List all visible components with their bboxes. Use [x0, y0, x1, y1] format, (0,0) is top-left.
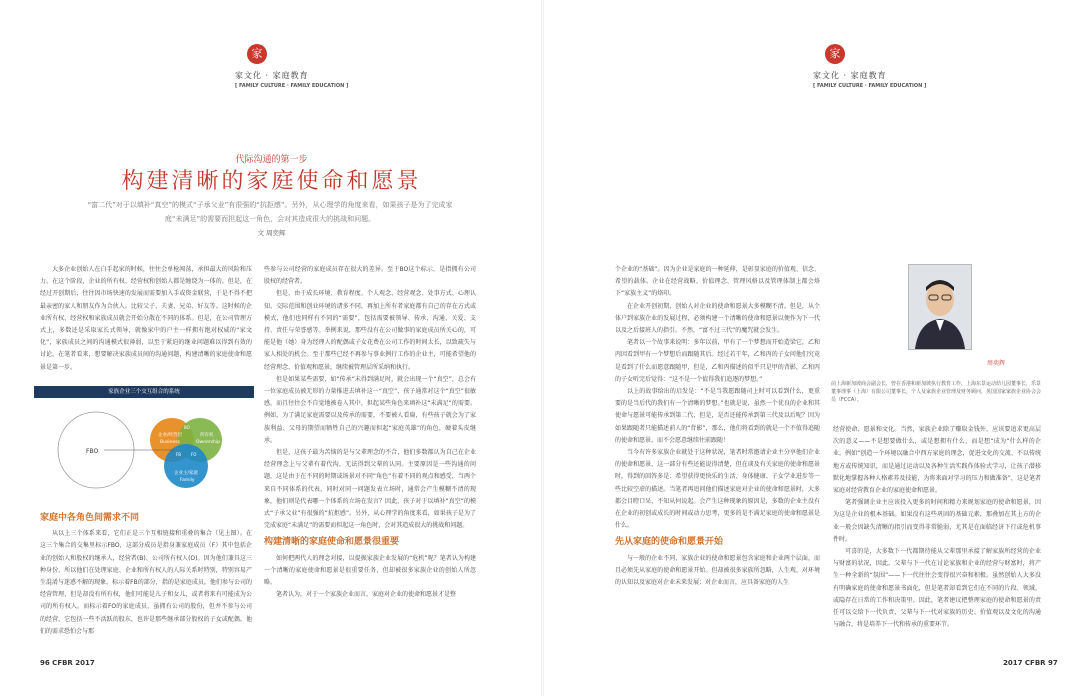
paragraph: 笔者认为，对于一个家族企业而言，家庭对企业的使命和愿景才是整: [276, 591, 457, 599]
fbo-label: FBO: [86, 448, 99, 455]
fo-label: FO: [191, 452, 197, 457]
left-col-1-lower: [40, 508, 252, 638]
family-label-en: Family: [180, 478, 195, 483]
left-col-2: [264, 264, 476, 601]
business-label-en: Business: [160, 440, 180, 445]
paragraph: 如何把两代人的理念对接，以提振家族企业发展的“危机”呢？笔者认为构建一个清晰的家庭使命和愿景是很重要任务，但却被很多家族企业的创始人所忽略。: [264, 554, 476, 587]
paragraph: 经营使命、愿景和文化。当然，家族企业除了赚取金钱外，应该要追求更高层次的意义——不是想要做什么，或是想拥有什么，而是想“成为”什么样的企业。例如“创造一个环境以融合中西方家庭的理念，促进文化的交流、不以传统地方或传统知识，而是通过运动以及各种生活实践作体验式学习，让孩子潜移默化地掌握各种人格素养及技能，为将来面对学习的压力和做准备”，这是笔者家庭对经营教育企业的家庭使命和愿景。: [833, 426, 1041, 495]
paragraph: 个企业的“基础”。因为企业是家庭的一种延伸，是彰显家庭的价值观、信念、希望的载体。企业在经营战略、价值理念、管理风格以及管理体制上都会烙下“家族主义”的烙印。: [615, 266, 820, 298]
paragraph: 但是如果某些需要，如“传承”未得到满足时，就会出现一个“真空”，总会有一位家庭成员被无形的力量推进去填补这一“真空”，孩子通常对这个“真空”很敏感，而且往往会不自觉地被卷入其中，担起某些角色来填补这“未满足”的需要。例如，为了满足家庭需要以及传承的需要，不要被人看扁，有些孩子就会为了家族利益、父母的期望而牺牲自己的兴趣而担起“家庭英雄”的角色，硬着头皮继承。: [264, 375, 476, 444]
business-label-cn: 企业/经营层: [158, 433, 183, 438]
right-col-2: [833, 424, 1041, 631]
paragraph: 笔者以一个故事来说明：多年以前，甲有了一个梦想而开始造梁它，乙和丙因看到甲有一个梦想后而跟随其后。经过若干年，乙和丙的子女问他们究竟是看到了什么而愿意跟随甲，但是，乙和丙描述的似乎只是甲的背影，乙和丙的子女听完后觉得：“这不是一个值得我们追逐的梦想。”: [615, 339, 820, 383]
seal-icon: 家: [247, 44, 267, 64]
section-name: 家文化 · 家庭教育: [813, 71, 887, 80]
author-caption-block: [831, 360, 1041, 404]
paragraph: 大多企业创始人在白手起家的时候，往往会单枪闯荡，承担最大的风险和压力。在这个阶段，企业的所有权、经营权和创始人都是缠绕为一体的。但是，在经过开创期后，往往因市场快速的发展而需要加入手或资金联营，于是不得不把最亲密的家人和朋友作为合伙人。比较父子、夫妻、兄弟、好友等。这时候的企业所有权、经营权和家族成员就会开始分散在不同的体系。但是，在公司管理方式上，多数还是采取家长式领导，就像家中的户主一样拥有绝对权威的“家文化”，家族成员之间的沟通模式很薄弱，以至于紧迫的继业问题难以得到有效的讨论。在笔者看来，想要解决家族成员间的沟通问题，构建清晰的家庭使命和愿景是第一步。: [40, 266, 252, 371]
ownership-label-cn: 所有权: [200, 433, 214, 438]
section-heading: 构建清晰的家庭使命和愿景很重要: [264, 537, 400, 548]
paragraph: 当今有许多家族企业就处于这种状况，笔者时常邀请企业主分享他们企业的使命和愿景，这一部分有些还能说得清楚，但在谈及有关家庭的使命和愿景时，得到的回答多是：希望获得更快乐的生活、身体健康、子女学业进步等一些比较空虚的描述。当笔者再追问他们描述家庭对企业的使命和愿景时，大多都会目瞪口呆，不知从何说起。会产生这种现象的原因是，多数的企业主没有在企业的初创或成长的时间或动力思考，更多的是不满足家庭的使命和愿景是什么。: [615, 449, 820, 530]
article-lead: “富二代”对于以填补“真空”的模式“子承父业”有很强的“抗拒感”。另外，从心理学的角度来看，如果孩子是为了完成家庭“未满足”的需要而担起这一角色，会对其造成很大的挑战和问题。: [87, 201, 453, 223]
paragraph: 但是，由于成长环境、教育程度、个人观念、经营观念、处事方式、心理认知、交际范围和创业环境的诸多不同，再加上所有者家庭都有自己的存在方式或模式，他们也同样有不同的“需要”，包括需要被领导、传承、沟通、关爱、支持、责任与荣誉感等。举例来说，那些没有在公司做事的家庭成员所关心的，可能是他（她）身为经理人的配偶或子女花费在公司工作的时间太长，以致疏失与家人相处的机会。至于那些已经不再参与事业例行工作的企业主，可能希望他的经营理念、价值观和愿景，继续被管理层所采纳和执行。: [264, 290, 476, 371]
ownership-label-en: Ownership: [196, 440, 220, 445]
right-col-1: [615, 264, 820, 589]
section-name-en: [ FAMILY CULTURE · FAMILY EDUCATION ]: [813, 83, 927, 89]
bo-label: BO: [184, 425, 190, 430]
right-page: [543, 0, 1086, 696]
family-label-cn: 企业主/家庭: [174, 471, 199, 476]
article-kicker: 代际沟通的第一步: [235, 155, 308, 165]
paragraph: 笔者强调企业主应该投入更多的时间和精力来规划家庭的使命和愿景，因为这是企业的根本基础。如果没有这些巩固的基础元素，那叠加在其上方的企业一般会因缺失清晰的指引而变得非常脆弱，尤其是在面临经济下行或危机事件时。: [833, 499, 1041, 543]
page-folio-left: 96 CFBR 2017: [40, 659, 95, 667]
paragraph: 从以上三个体系来看，它们正是三个互相链接和重叠的集合（见上图）。在这三个集合的交集里标示FBO，这部分成员是指身兼家庭成员（F）其中包括企业的创始人和股权的继承人，经营者(B)、公司所有权人(O)。因为他们兼具这三种身份，所以他们在处理家庭、企业和所有权人的人际关系时特别，特别容易产生混淆与迷惑不解的现象。标示着FB的部分，指的是家庭成员，他们参与公司的经营管理，但是却没有所有权，他们可能是儿子和女儿，或者将来有可能成为公司的所有权人。而标示着FO的家庭成员，虽拥有公司的股份，但并不参与公司的经营，它包括一些不活跃的股东，也许是那些继承部分股权的子女或配偶。他们的需求恐怕会与那: [40, 530, 252, 635]
diagram-figure: [34, 386, 254, 506]
venn-diagram: [34, 398, 254, 506]
seal-icon: 家: [825, 44, 845, 64]
paragraph: 些参与公司经营的家庭成员存在很大的差异。至于BO这个标示，是指拥有公司股权的经营者。: [264, 266, 476, 286]
section-heading: 先从家庭的使命和愿景开始: [615, 537, 724, 548]
paragraph: 在企业开创初期，创始人对企业的使命和愿景大多模糊不清。但是，从个体户到家族企业的发展过程，必须构建一个清晰的使命和愿景以便作为下一代以及之后接班人的指引。不然，“富不过三代”的魔咒就会发生。: [615, 302, 820, 335]
paragraph: 但是，这孩子最为苦恼的是与父辈理念的不合，他们多数都认为自己在企业经营理念上与父辈有着代沟，无法得到父辈的认同。主要原因是一些沟通的问题，这是由于在不同的时期或场景对不同“角色”有着不同的观点和感受，当两个来自不同体系的代表，同时对同一问题发表立场时，通常会产生模糊不清的现象，他们则是代表哪一个体系的立场在发言？因此，孩子对于以填补“真空”的模式“子承父业”有很强的“抗拒感”。另外，从心理学的角度来看，如果孩子是为了完成家庭“未满足”的需要而担起这一角色时，会对其造成很大的挑战和问题。: [264, 449, 476, 530]
paragraph: 与一般的企业不同，家族企业的使命和愿景包含家庭和企业两个层面，而且必须先从家庭的使命和愿景开始。但却被很多家族所忽略，人生观、对环境的认知以及家庭对企业未来发展；对企业而言，应具备家庭的人生: [615, 554, 820, 587]
author-photo: [908, 264, 972, 350]
section-logo: [813, 44, 926, 89]
paragraph: 以上的故事给出的启发是：“不是当我愿跟随司上时可以看到什么，更重要的是当后代的我们有一个清晰的梦想。”也就是说，虽然一个优良的企业和其使命与愿景可能传承到第二代，但是，是否还能传承到第三代及以后呢？因为如果跟随者只能描述前人的“背影”，那么，他们将看到的就是一个不值得追随的使命和愿景，而不会愿意继续往前跟随！: [615, 388, 820, 444]
byline: 文 周奕辉: [257, 229, 286, 237]
section-name: 家文化 · 家庭教育: [235, 71, 309, 80]
author-name-caption: 周奕辉: [986, 360, 1005, 367]
section-logo: [235, 44, 348, 89]
page-folio-right: 2017 CFBR 97: [1003, 659, 1058, 667]
article-title: 构建清晰的家庭使命和愿景: [121, 169, 422, 194]
left-col-1: [40, 264, 252, 374]
section-heading: 家庭中各角色间需求不同: [40, 513, 140, 523]
section-name-en: [ FAMILY CULTURE · FAMILY EDUCATION ]: [235, 83, 349, 89]
figure-title: 家族企业三个交互组合的系统: [34, 386, 254, 398]
author-bio: 前上海新加坡商会副会长，曾在香港和新加坡执行教育工作，上海东景运动幼儿园董事长，乐景董事理事（上海）有限公司董事长，个人及家族企业管理及财务顾问，英国国家家族企业协会会员（FCCA）。: [831, 381, 1042, 403]
fb-label: FB: [176, 452, 182, 457]
paragraph: 可喜的是，大多数下一代都期待能从父辈那里承接了解家族所经营的企业与财富的状况，因此，父辈与下一代在讨论家族和企业的经营与财富时，将产生一种全新的“氛围”——下一代往往会变得很兴奋和积极。虽然创始人大多没有明确家庭的使命和愿景书面化，但是笔者却看到它们在不同的片段、领域，或隐存在日常的工作和决策里。因此，笔者建议把整理家庭的使命和愿景的责任可以交给下一代负责，父辈与下一代对家族的历史、价值观以及文化的沟通与融合，将是培养下一代和传承的重要环节。: [833, 548, 1041, 629]
